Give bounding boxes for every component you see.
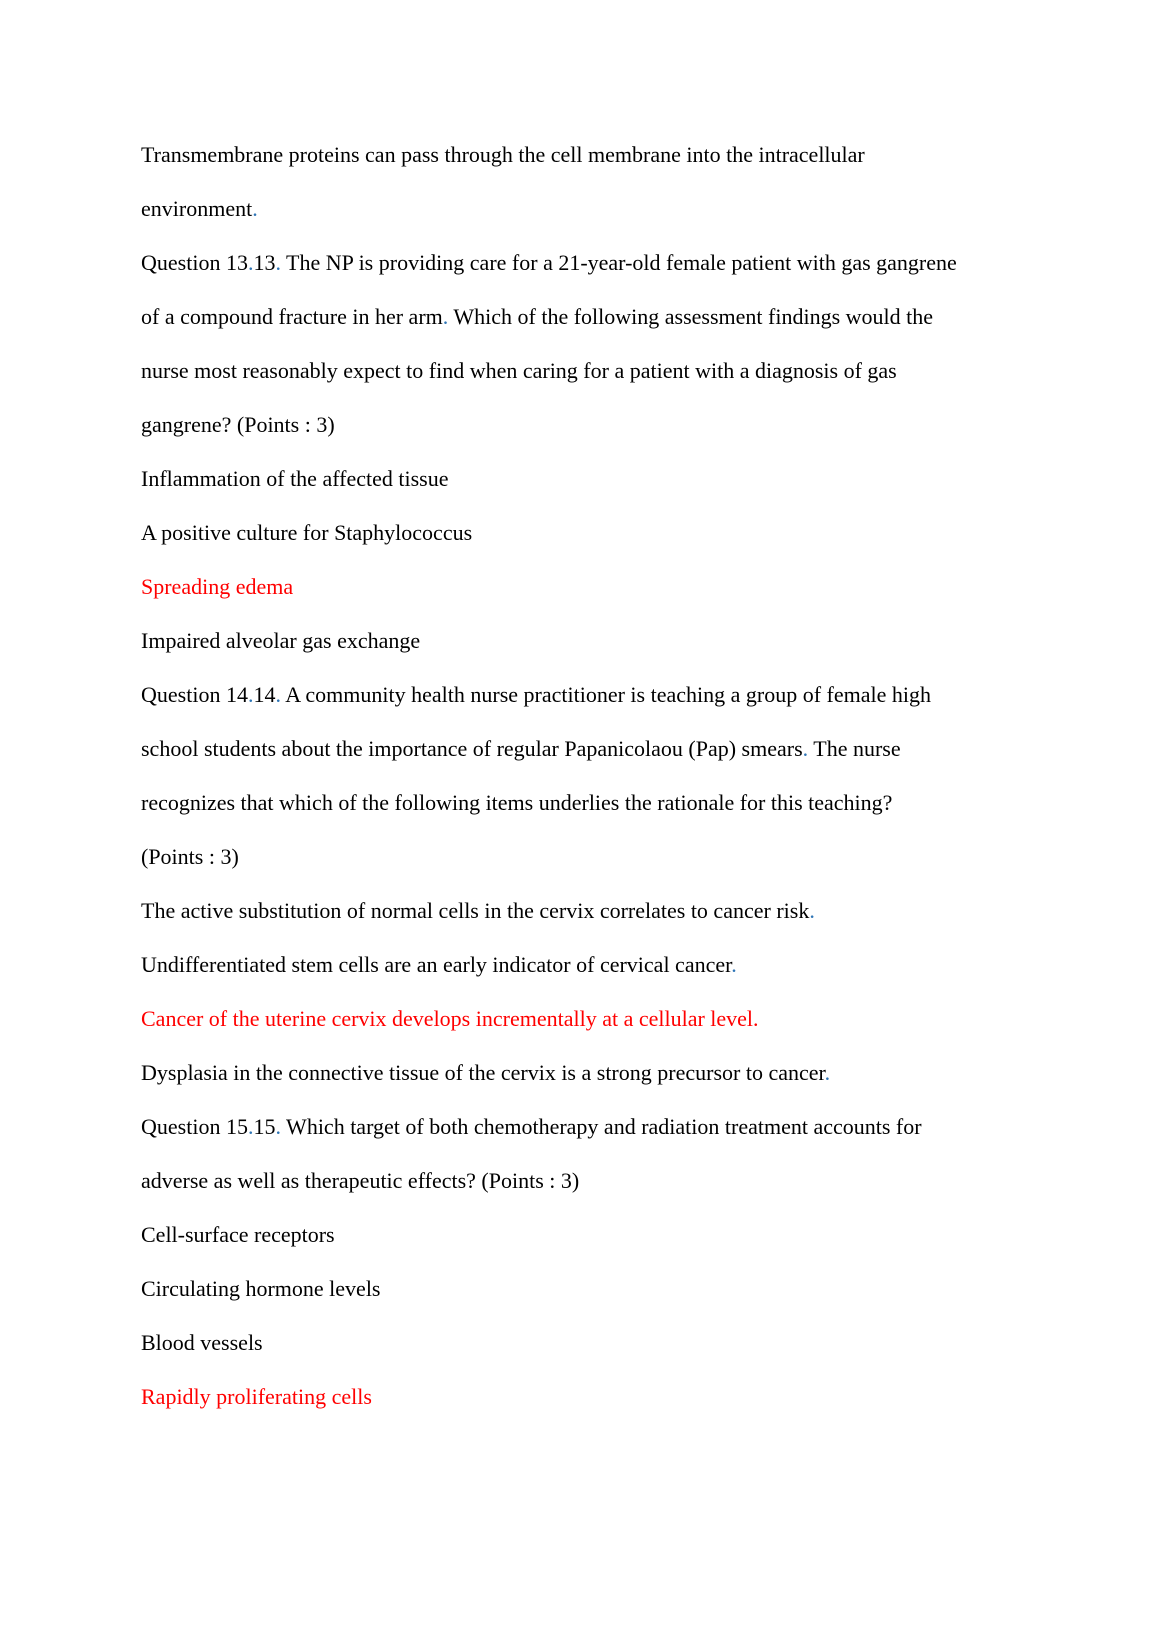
question-15-option-a bbox=[141, 1208, 1041, 1262]
question-15-number: 15 bbox=[253, 1114, 276, 1139]
question-14-text-4: (Points : 3) bbox=[141, 844, 239, 869]
option-text: Inflammation of the affected tissue bbox=[141, 466, 449, 491]
intro-text-1: Transmembrane proteins can pass through the cell membrane into the intracellular bbox=[141, 142, 865, 167]
question-15-option-b bbox=[141, 1262, 1041, 1316]
option-text: Rapidly proliferating cells bbox=[141, 1384, 372, 1409]
question-14-option-d bbox=[141, 1046, 1041, 1100]
question-14-line-4 bbox=[141, 830, 1041, 884]
question-13-line-3 bbox=[141, 344, 1041, 398]
question-15-prefix: Question 15 bbox=[141, 1114, 248, 1139]
option-text: A positive culture for Staphylococcus bbox=[141, 520, 473, 545]
option-text: Spreading edema bbox=[141, 574, 294, 599]
question-14-text-2: school students about the importance of regular Papanicolaou (Pap) smears bbox=[141, 736, 803, 761]
question-13-text-1: The NP is providing care for a 21-year-old female patient with gas gangrene bbox=[280, 250, 957, 275]
intro-period: . bbox=[252, 196, 258, 221]
option-text: Cancer of the uterine cervix develops incrementally at a cellular level bbox=[141, 1006, 754, 1031]
question-14-number: 14 bbox=[253, 682, 276, 707]
question-15-line-2 bbox=[141, 1154, 1041, 1208]
question-14-text-3: recognizes that which of the following items underlies the rationale for this teaching? bbox=[141, 790, 893, 815]
option-period: . bbox=[809, 898, 815, 923]
question-14-text-2b: The nurse bbox=[808, 736, 901, 761]
question-14-dot-1: . bbox=[247, 682, 254, 707]
question-13-period: . bbox=[442, 304, 449, 329]
question-13-option-c-correct bbox=[141, 560, 1041, 614]
question-13-text-3: nurse most reasonably expect to find when caring for a patient with a diagnosis of gas bbox=[141, 358, 897, 383]
intro-text-2: environment bbox=[141, 196, 253, 221]
question-13-prefix: Question 13 bbox=[141, 250, 248, 275]
question-14-option-a bbox=[141, 884, 1041, 938]
option-period: . bbox=[731, 952, 737, 977]
question-13-text-2: of a compound fracture in her arm bbox=[141, 304, 443, 329]
question-13-line-4 bbox=[141, 398, 1041, 452]
question-14-option-b bbox=[141, 938, 1041, 992]
intro-line-2 bbox=[141, 182, 1041, 236]
question-15-text-1: Which target of both chemotherapy and radiation treatment accounts for bbox=[280, 1114, 922, 1139]
question-13-dot-1: . bbox=[247, 250, 254, 275]
question-14-heading bbox=[141, 668, 1041, 722]
question-13-heading bbox=[141, 236, 1041, 290]
question-13-option-b bbox=[141, 506, 1041, 560]
question-13-dot-2: . bbox=[275, 250, 281, 275]
question-14-option-c-correct bbox=[141, 992, 1041, 1046]
option-text: Dysplasia in the connective tissue of the cervix is a strong precursor to cancer bbox=[141, 1060, 825, 1085]
option-text: The active substitution of normal cells in the cervix correlates to cancer risk bbox=[141, 898, 810, 923]
question-13-text-4: gangrene? (Points : 3) bbox=[141, 412, 335, 437]
question-13-line-2 bbox=[141, 290, 1041, 344]
option-period: . bbox=[753, 1006, 759, 1031]
question-15-heading bbox=[141, 1100, 1041, 1154]
question-14-line-2 bbox=[141, 722, 1041, 776]
intro-line-1 bbox=[141, 128, 1041, 182]
question-14-line-3 bbox=[141, 776, 1041, 830]
option-text: Undifferentiated stem cells are an early indicator of cervical cancer bbox=[141, 952, 732, 977]
question-15-dot-2: . bbox=[275, 1114, 281, 1139]
question-13-number: 13 bbox=[253, 250, 276, 275]
option-text: Cell-surface receptors bbox=[141, 1222, 335, 1247]
option-text: Blood vessels bbox=[141, 1330, 263, 1355]
question-14-text-1: A community health nurse practitioner is teaching a group of female high bbox=[280, 682, 931, 707]
question-15-option-c bbox=[141, 1316, 1041, 1370]
question-14-dot-2: . bbox=[275, 682, 281, 707]
document-content bbox=[141, 128, 1041, 1424]
question-13-option-a bbox=[141, 452, 1041, 506]
question-14-period: . bbox=[802, 736, 809, 761]
question-15-dot-1: . bbox=[247, 1114, 254, 1139]
option-text: Impaired alveolar gas exchange bbox=[141, 628, 421, 653]
question-13-text-2b: Which of the following assessment findings would the bbox=[448, 304, 934, 329]
question-15-option-d-correct bbox=[141, 1370, 1041, 1424]
question-15-text-2: adverse as well as therapeutic effects? (Points : 3) bbox=[141, 1168, 580, 1193]
question-13-option-d bbox=[141, 614, 1041, 668]
question-14-prefix: Question 14 bbox=[141, 682, 248, 707]
option-text: Circulating hormone levels bbox=[141, 1276, 381, 1301]
option-period: . bbox=[824, 1060, 831, 1085]
